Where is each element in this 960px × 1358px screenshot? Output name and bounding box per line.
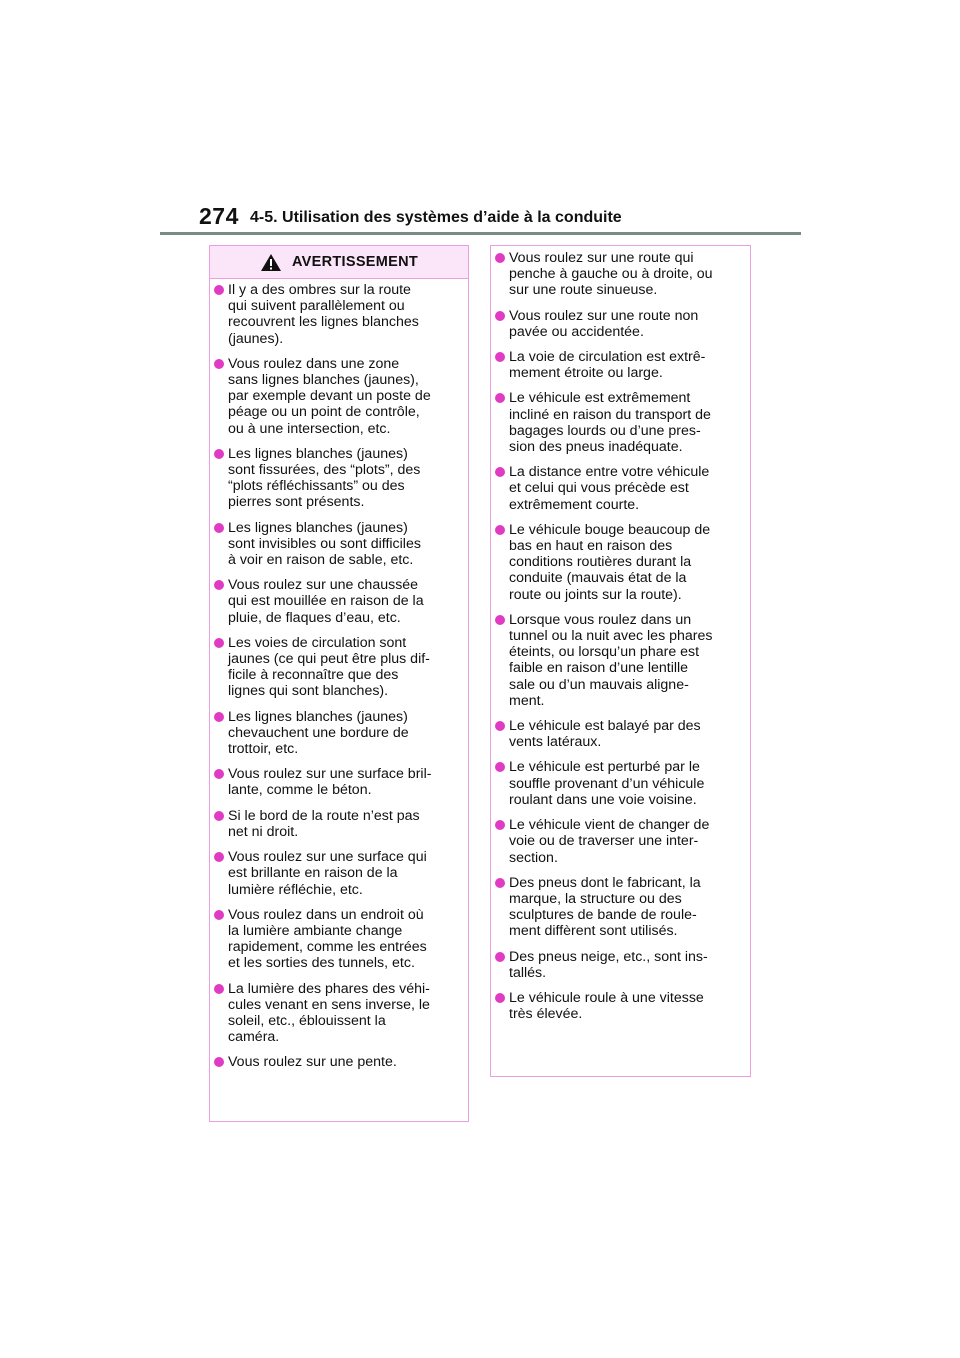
warning-box-right: [490, 245, 751, 1077]
warning-header: [210, 246, 468, 279]
list-item: [495, 308, 742, 340]
list-item: [495, 250, 742, 299]
list-item-text: Il y a des ombres sur la route qui suivent parallèlement ou recouvrent les lignes blanches (jaunes).: [228, 282, 419, 347]
list-item: [214, 635, 460, 700]
list-item: [495, 949, 742, 981]
bullet-icon: [214, 285, 224, 295]
list-item: [214, 1054, 460, 1070]
warning-triangle-icon: [260, 253, 282, 272]
bullet-icon: [214, 1057, 224, 1067]
bullet-icon: [214, 359, 224, 369]
bullet-icon: [214, 638, 224, 648]
list-item-text: Le véhicule est extrêmement incliné en raison du transport de bagages lourds ou d’une pres- sion des pneus inadéquate.: [509, 390, 711, 456]
list-item-text: Si le bord de la route n’est pas net ni droit.: [228, 807, 420, 840]
list-item: [214, 446, 460, 511]
bullet-icon: [214, 910, 224, 920]
list-item-text: Les voies de circulation sont jaunes (ce qui peut être plus dif- ficile à reconnaître que des lignes qui sont blanches).: [228, 634, 430, 700]
warning-title: AVERTISSEMENT: [291, 254, 419, 270]
page-number: 274: [199, 203, 239, 229]
list-item-text: La voie de circulation est extrê- mement étroite ou large.: [509, 349, 706, 382]
list-item: [214, 520, 460, 569]
bullet-icon: [495, 993, 505, 1003]
list-item: [495, 522, 742, 603]
list-item-text: Vous roulez dans une zone sans lignes blanches (jaunes), par exemple devant un poste de péage ou un point de contrôle, ou à une intersection, etc.: [228, 355, 431, 437]
bullet-icon: [495, 878, 505, 888]
bullet-icon: [495, 721, 505, 731]
bullet-icon: [214, 984, 224, 994]
list-item: [214, 577, 460, 626]
list-item: [214, 709, 460, 758]
list-item-text: Le véhicule est balayé par des vents latéraux.: [509, 718, 701, 751]
list-item-text: Vous roulez dans un endroit où la lumière ambiante change rapidement, comme les entrées et les sorties des tunnels, etc.: [228, 906, 427, 972]
list-item-text: Vous roulez sur une pente.: [228, 1054, 397, 1071]
bullet-icon: [495, 820, 505, 830]
warning-list-right: [491, 246, 750, 1022]
list-item: [495, 390, 742, 455]
list-item: [495, 718, 742, 750]
list-item-text: Lorsque vous roulez dans un tunnel ou la nuit avec les phares éteints, ou lorsqu’un phare est faible en raison d’une lentille sale ou d’un mauvais aligne- ment.: [509, 611, 713, 709]
list-item-text: Vous roulez sur une chaussée qui est mouillée en raison de la pluie, de flaques d’eau, etc.: [228, 577, 424, 626]
list-item-text: La distance entre votre véhicule et celui qui vous précède est extrêmement courte.: [509, 464, 710, 513]
list-item: [214, 907, 460, 972]
list-item-text: Vous roulez sur une surface qui est brillante en raison de la lumière réfléchie, etc.: [228, 849, 427, 898]
list-item: [495, 464, 742, 513]
list-item-text: Le véhicule vient de changer de voie ou de traverser une inter- section.: [509, 817, 710, 866]
bullet-icon: [495, 253, 505, 263]
list-item: [495, 817, 742, 866]
bullet-icon: [495, 762, 505, 772]
list-item-text: Le véhicule roule à une vitesse très élevée.: [509, 989, 704, 1023]
bullet-icon: [495, 311, 505, 321]
bullet-icon: [495, 352, 505, 362]
section-title: 4-5. Utilisation des systèmes d’aide à la conduite: [250, 209, 622, 226]
bullet-icon: [214, 580, 224, 590]
bullet-icon: [495, 525, 505, 535]
bullet-icon: [214, 449, 224, 459]
list-item-text: Des pneus dont le fabricant, la marque, la structure ou des sculptures de bande de roule- ment diffèrent sont utilisés.: [509, 874, 701, 940]
bullet-icon: [214, 769, 224, 779]
list-item-text: Vous roulez sur une surface bril- lante, comme le béton.: [228, 766, 432, 799]
warning-box-left: [209, 245, 469, 1122]
bullet-icon: [495, 952, 505, 962]
bullet-icon: [495, 615, 505, 625]
list-item-text: Les lignes blanches (jaunes) sont fissurées, des “plots”, des “plots réfléchissants” ou des pierres sont présents.: [228, 445, 421, 511]
list-item: [214, 981, 460, 1046]
list-item: [495, 759, 742, 808]
list-item: [214, 849, 460, 898]
list-item: [495, 612, 742, 709]
list-item-text: Vous roulez sur une route non pavée ou accidentée.: [509, 307, 699, 340]
list-item-text: Les lignes blanches (jaunes) sont invisibles ou sont difficiles à voir en raison de sable, etc.: [228, 519, 421, 569]
list-item: [495, 990, 742, 1022]
bullet-icon: [214, 712, 224, 722]
warning-list-left: [210, 279, 468, 1071]
list-item-text: Le véhicule est perturbé par le souffle provenant d’un véhicule roulant dans une voie voisine.: [509, 759, 705, 808]
list-item-text: La lumière des phares des véhi- cules venant en sens inverse, le soleil, etc., éblouissent la caméra.: [228, 980, 430, 1046]
list-item-text: Le véhicule bouge beaucoup de bas en haut en raison des conditions routières durant la conduite (mauvais état de la route ou joints sur la route).: [509, 521, 711, 603]
header-divider: [160, 232, 801, 235]
list-item-text: Des pneus neige, etc., sont ins- tallés.: [509, 948, 708, 981]
list-item-text: Vous roulez sur une route qui penche à gauche ou à droite, ou sur une route sinueuse.: [509, 250, 713, 299]
list-item-text: Les lignes blanches (jaunes) chevauchent une bordure de trottoir, etc.: [228, 708, 409, 758]
bullet-icon: [214, 523, 224, 533]
list-item: [214, 808, 460, 840]
bullet-icon: [495, 393, 505, 403]
list-item: [495, 875, 742, 940]
bullet-icon: [495, 467, 505, 477]
list-item: [214, 356, 460, 437]
list-item: [495, 349, 742, 381]
bullet-icon: [214, 852, 224, 862]
bullet-icon: [214, 811, 224, 821]
list-item: [214, 282, 460, 347]
list-item: [214, 766, 460, 798]
